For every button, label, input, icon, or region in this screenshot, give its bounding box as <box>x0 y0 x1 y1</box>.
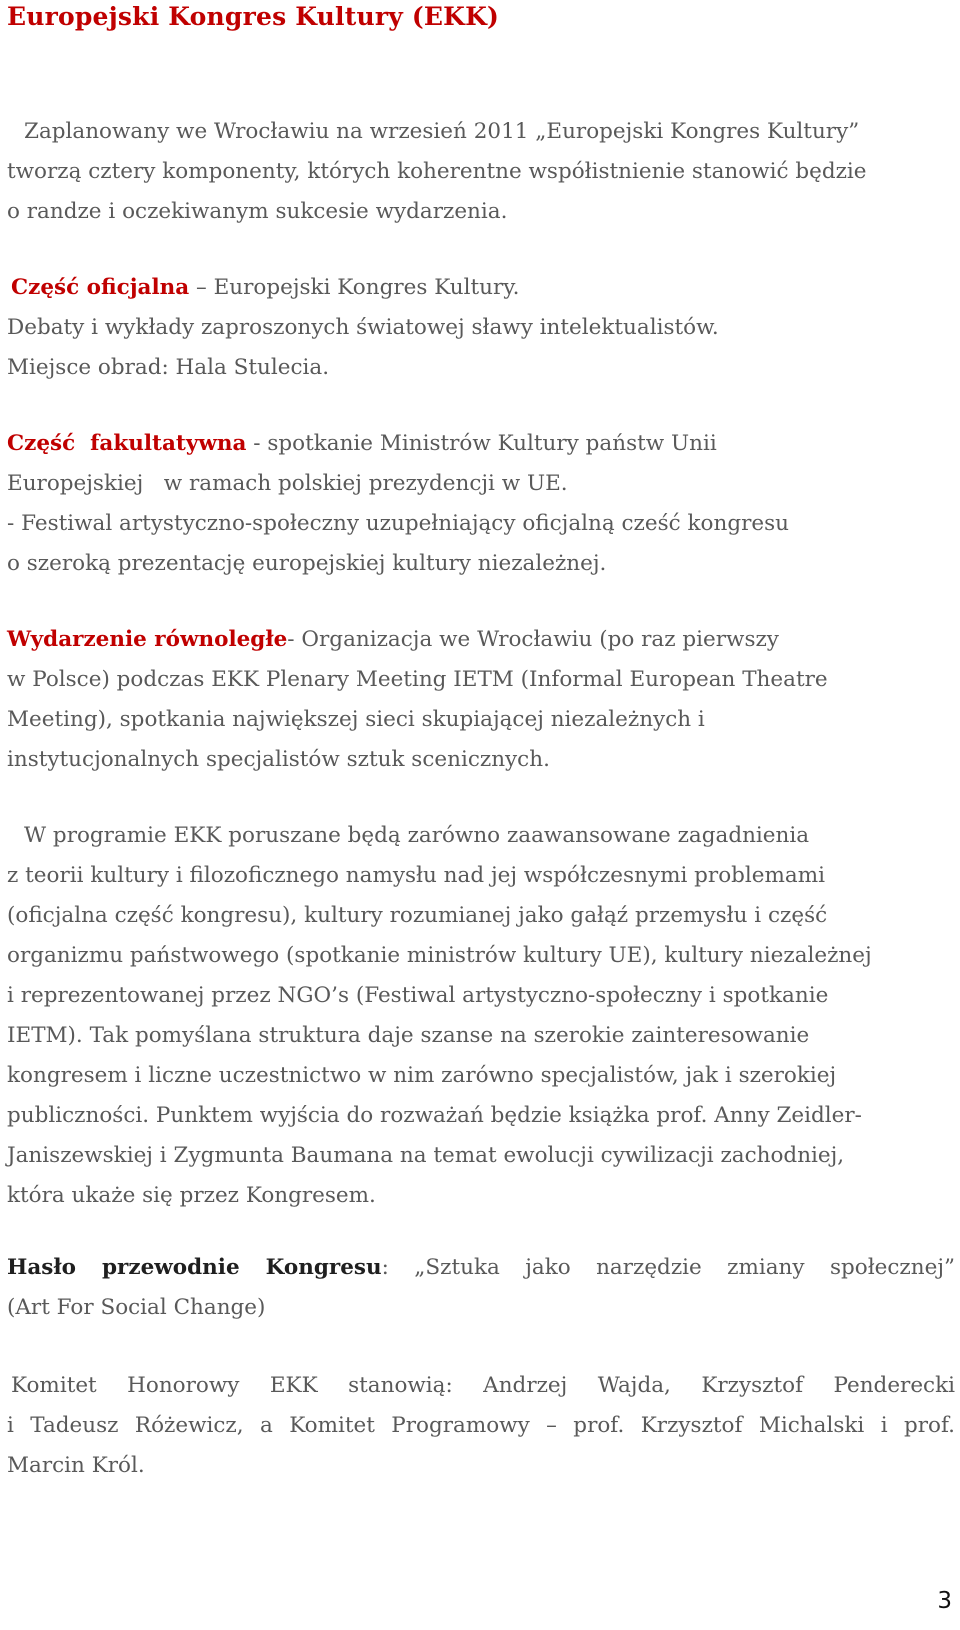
parallel-event-heading: Wydarzenie równoległe <box>7 627 288 652</box>
parallel-event-line-2: w Polsce) podczas EKK Plenary Meeting IETM (Informal European Theatre <box>7 667 828 692</box>
program-paragraph <box>7 816 955 1216</box>
parallel-event-line-1: - Organizacja we Wrocławiu (po raz pierwszy <box>287 627 779 652</box>
optional-part-line-4: o szeroką prezentację europejskiej kultury niezależnej. <box>7 551 607 576</box>
program-line-3: (oficjalna część kongresu), kultury rozumianej jako gałąź przemysłu i część <box>7 903 828 928</box>
optional-part-heading-rest: - spotkanie Ministrów Kultury państw Unii <box>246 431 717 456</box>
program-line-5: i reprezentowanej przez NGO’s (Festiwal artystyczno-społeczny i spotkanie <box>7 983 829 1008</box>
program-line-1: W programie EKK poruszane będą zarówno zaawansowane zagadnienia <box>24 823 810 848</box>
official-part-line-2: Debaty i wykłady zaproszonych światowej sławy intelektualistów. <box>7 315 719 340</box>
intro-paragraph <box>7 112 955 232</box>
committee-line-1: Komitet Honorowy EKK stanowią: Andrzej Wajda, Krzysztof Penderecki <box>11 1373 955 1398</box>
committee-line-2: i Tadeusz Różewicz, a Komitet Programowy – prof. Krzysztof Michalski i prof. <box>7 1413 955 1438</box>
committee-line-3: Marcin Król. <box>7 1453 145 1478</box>
official-part-line-3: Miejsce obrad: Hala Stulecia. <box>7 355 330 380</box>
committee-paragraph <box>7 1366 955 1486</box>
program-line-8: publiczności. Punktem wyjścia do rozważań będzie książka prof. Anny Zeidler- <box>7 1103 862 1128</box>
official-part-heading: Część oficjalna <box>11 275 190 300</box>
motto-text: : „Sztuka jako narzędzie zmiany społecznej” <box>381 1255 955 1280</box>
parallel-event-line-3: Meeting), spotkania największej sieci skupiającej niezależnych i <box>7 707 705 732</box>
parallel-event-line-4: instytucjonalnych specjalistów sztuk scenicznych. <box>7 747 550 772</box>
optional-part-line-3: - Festiwal artystyczno-społeczny uzupełniający oficjalną cześć kongresu <box>7 511 789 536</box>
optional-part-heading: Część fakultatywna <box>7 431 247 456</box>
parallel-event-section <box>7 620 955 780</box>
motto-translation: (Art For Social Change) <box>7 1295 266 1320</box>
official-part-section <box>7 268 955 388</box>
program-line-7: kongresem i liczne uczestnictwo w nim zarówno specjalistów, jak i szerokiej <box>7 1063 837 1088</box>
page-number: 3 <box>937 1588 952 1614</box>
intro-line-1: Zaplanowany we Wrocławiu na wrzesień 2011 „Europejski Kongres Kultury” <box>24 119 860 144</box>
program-line-4: organizmu państwowego (spotkanie ministrów kultury UE), kultury niezależnej <box>7 943 872 968</box>
motto-heading: Hasło przewodnie Kongresu <box>7 1255 382 1280</box>
program-line-2: z teorii kultury i filozoficznego namysłu nad jej współczesnymi problemami <box>7 863 825 888</box>
program-line-10: która ukaże się przez Kongresem. <box>7 1183 376 1208</box>
program-line-9: Janiszewskiej i Zygmunta Baumana na temat ewolucji cywilizacji zachodniej, <box>7 1143 845 1168</box>
document-title: Europejski Kongres Kultury (EKK) <box>7 2 500 31</box>
intro-line-2: tworzą cztery komponenty, których koherentne współistnienie stanowić będzie <box>7 159 867 184</box>
official-part-heading-rest: – Europejski Kongres Kultury. <box>189 275 520 300</box>
program-line-6: IETM). Tak pomyślana struktura daje szanse na szerokie zainteresowanie <box>7 1023 810 1048</box>
optional-part-section <box>7 424 955 584</box>
intro-line-3: o randze i oczekiwanym sukcesie wydarzenia. <box>7 199 508 224</box>
motto-section <box>7 1248 955 1328</box>
optional-part-line-2: Europejskiej w ramach polskiej prezydencji w UE. <box>7 471 568 496</box>
